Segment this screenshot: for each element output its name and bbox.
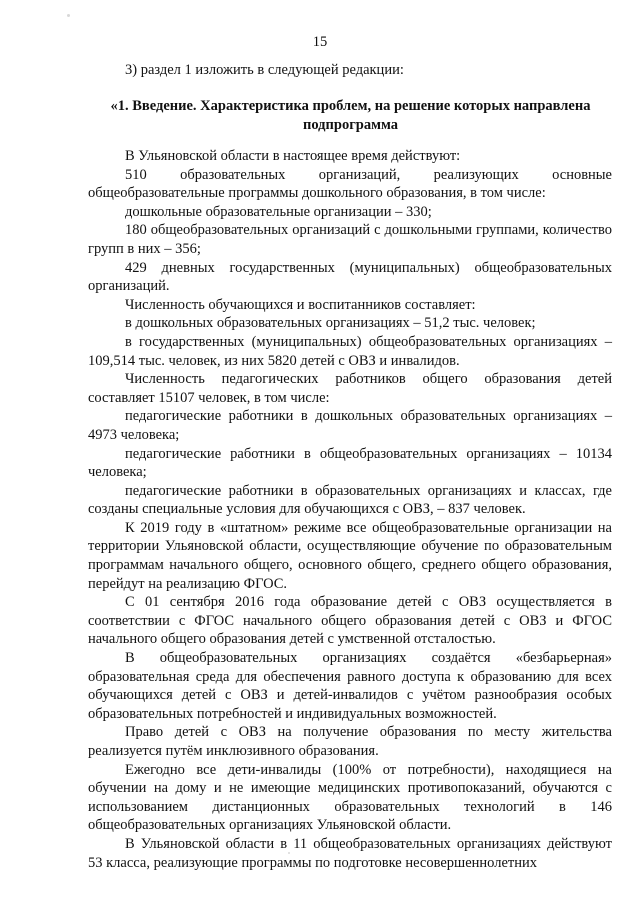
- paragraph: в государственных (муниципальных) общеобразовательных организациях – 109,514 тыс. человек, из них 5820 детей с ОВЗ и инвалидов.: [88, 333, 612, 369]
- paragraph: Ежегодно все дети-инвалиды (100% от потребности), находящиеся на обучении на дому и не имеющие медицинских противопоказаний, обучаются с использованием дистанционных образовательных технологий в 146 общеобразовательных организациях Ульяновской области.: [88, 761, 612, 834]
- intro-line: 3) раздел 1 изложить в следующей редакции:: [125, 62, 404, 78]
- paragraph: педагогические работники в образовательных организациях и классах, где созданы специальные условия для обучающихся с ОВЗ, – 837 человек.: [88, 482, 612, 518]
- paragraph: дошкольные образовательные организации – 330;: [125, 203, 432, 220]
- paragraph: 510 образовательных организаций, реализующих основные общеобразовательные программы дошкольного образования, в том числе:: [88, 166, 612, 202]
- paragraph: 429 дневных государственных (муниципальных) общеобразовательных организаций.: [88, 259, 612, 295]
- paragraph: Численность педагогических работников общего образования детей составляет 15107 человек, в том числе:: [88, 371, 612, 406]
- paragraph: 180 общеобразовательных организаций с дошкольными группами, количество групп в них – 356;: [88, 222, 612, 257]
- paragraph: Право детей с ОВЗ на получение образования по месту жительства реализуется путём инклюзивного образования.: [88, 724, 612, 759]
- scan-speck: [67, 14, 70, 17]
- paragraph: педагогические работники в дошкольных образовательных организациях – 4973 человека;: [88, 408, 612, 443]
- paragraph: Численность обучающихся и воспитанников составляет:: [125, 296, 476, 313]
- paragraph: в дошкольных образовательных организациях – 51,2 тыс. человек;: [125, 315, 536, 332]
- section-title: «1. Введение. Характеристика проблем, на решение которых направлена подпрограмма: [110, 98, 591, 133]
- paragraph: В Ульяновской области в настоящее время действуют:: [125, 148, 461, 164]
- paragraph: К 2019 году в «штатном» режиме все общеобразовательные организации на территории Ульяновской области, осуществляющие обучение по образовательным программам начального общего, основного общего, среднего общего образования, перейдут на реализацию ФГОС.: [88, 519, 612, 592]
- scan-speck: [288, 852, 290, 854]
- page-number: 15: [312, 34, 328, 50]
- document-body: [88, 147, 612, 872]
- paragraph: С 01 сентября 2016 года образование детей с ОВЗ осуществляется в соответствии с ФГОС начального общего образования детей с ОВЗ и ФГОС начального общего образования детей с умственной отсталостью.: [88, 594, 612, 648]
- paragraph: педагогические работники в общеобразовательных организациях – 10134 человека;: [88, 445, 612, 481]
- paragraph: В Ульяновской области в 11 общеобразовательных организациях действуют 53 класса, реализующие программы по подготовке несовершеннолетних: [88, 835, 612, 871]
- paragraph: В общеобразовательных организациях создаётся «безбарьерная» образовательная среда для обеспечения равного доступа к образованию для всех обучающихся детей с ОВЗ и детей-инвалидов с учётом разнообразия особых образовательных потребностей и индивидуальных возможностей.: [88, 650, 612, 722]
